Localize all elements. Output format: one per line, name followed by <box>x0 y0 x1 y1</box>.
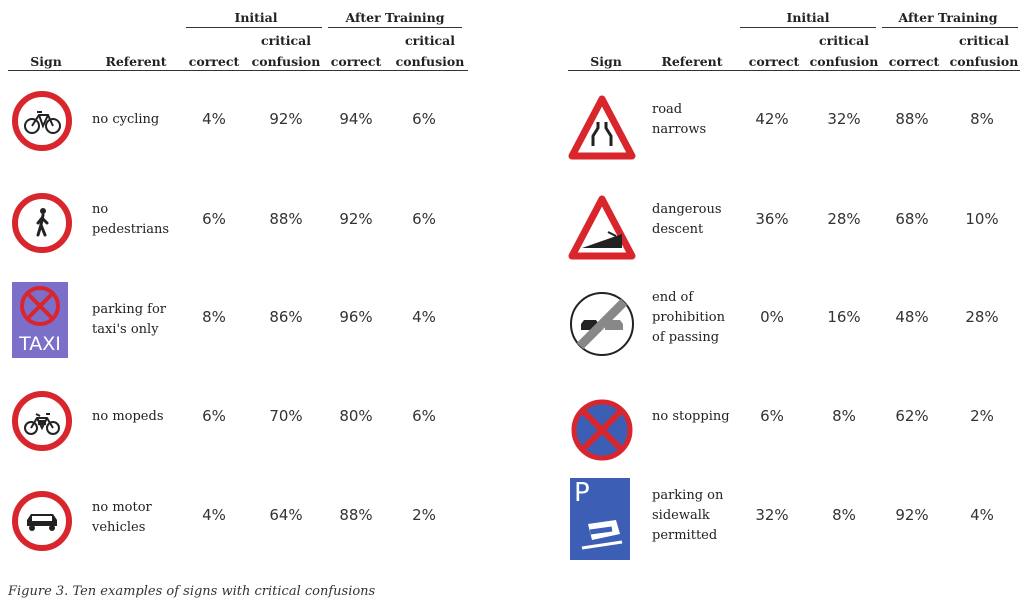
header-correct-after: correct <box>888 54 940 69</box>
initial-correct-value: 6% <box>760 407 784 425</box>
initial-confusion-value: 16% <box>827 308 861 326</box>
figure-caption: Figure 3. Ten examples of signs with critical confusions <box>8 584 376 599</box>
left-table <box>8 0 468 570</box>
header-critical-after: critical <box>959 33 1009 48</box>
after-correct-value: 92% <box>339 210 373 228</box>
after-correct-value: 88% <box>895 110 929 128</box>
header-critical-after: critical <box>405 33 455 48</box>
end-no-passing-sign-icon <box>568 290 636 358</box>
after-confusion-value: 2% <box>970 407 994 425</box>
header-confusion-initial: confusion <box>251 54 321 69</box>
initial-correct-value: 32% <box>755 506 789 524</box>
header-rule-after <box>328 27 462 28</box>
after-confusion-value: 4% <box>412 308 436 326</box>
header-correct-after: correct <box>330 54 382 69</box>
initial-confusion-value: 64% <box>269 506 303 524</box>
referent-text: no cycling <box>92 112 160 127</box>
referent-text: no pedestrians <box>92 202 170 237</box>
after-correct-value: 94% <box>339 110 373 128</box>
initial-confusion-value: 8% <box>832 407 856 425</box>
after-correct-value: 48% <box>895 308 929 326</box>
header-confusion-initial: confusion <box>809 54 879 69</box>
header-critical-initial: critical <box>819 33 869 48</box>
parking-sign-text: P <box>574 478 590 508</box>
initial-confusion-value: 8% <box>832 506 856 524</box>
initial-confusion-value: 86% <box>269 308 303 326</box>
header-referent: Referent <box>661 54 723 69</box>
header-correct-initial: correct <box>748 54 800 69</box>
initial-correct-value: 4% <box>202 506 226 524</box>
initial-correct-value: 36% <box>755 210 789 228</box>
after-confusion-value: 6% <box>412 110 436 128</box>
referent-text: parking for taxi's only <box>92 302 167 337</box>
header-rule-main <box>8 70 468 71</box>
header-rule-after <box>882 27 1018 28</box>
initial-correct-value: 6% <box>202 210 226 228</box>
header-confusion-after: confusion <box>395 54 465 69</box>
after-confusion-value: 10% <box>965 210 999 228</box>
referent-text: no motor vehicles <box>92 500 152 535</box>
header-rule-initial <box>740 27 876 28</box>
initial-confusion-value: 70% <box>269 407 303 425</box>
no-stopping-sign-icon <box>568 396 636 464</box>
initial-correct-value: 8% <box>202 308 226 326</box>
referent-text: end of prohibition of passing <box>652 290 725 345</box>
no-cycling-sign-icon <box>12 90 72 152</box>
initial-confusion-value: 92% <box>269 110 303 128</box>
after-correct-value: 96% <box>339 308 373 326</box>
initial-correct-value: 42% <box>755 110 789 128</box>
after-correct-value: 68% <box>895 210 929 228</box>
header-referent: Referent <box>105 54 167 69</box>
after-confusion-value: 4% <box>970 506 994 524</box>
referent-text: parking on sidewalk permitted <box>652 488 724 543</box>
header-after-training: After Training <box>345 10 445 25</box>
header-initial: Initial <box>234 10 278 25</box>
referent-text: no mopeds <box>92 409 164 424</box>
after-confusion-value: 8% <box>970 110 994 128</box>
dangerous-descent-sign-icon <box>568 194 636 256</box>
after-correct-value: 62% <box>895 407 929 425</box>
after-confusion-value: 6% <box>412 210 436 228</box>
no-motor-vehicles-sign-icon <box>12 490 72 552</box>
taxi-sign-text: TAXI <box>19 333 61 355</box>
referent-text: dangerous descent <box>652 202 722 237</box>
initial-confusion-value: 88% <box>269 210 303 228</box>
header-sign: Sign <box>590 54 622 69</box>
right-table <box>568 0 1024 570</box>
no-mopeds-sign-icon <box>12 390 72 452</box>
referent-text: road narrows <box>652 102 707 137</box>
initial-correct-value: 0% <box>760 308 784 326</box>
after-correct-value: 80% <box>339 407 373 425</box>
header-initial: Initial <box>786 10 830 25</box>
after-confusion-value: 6% <box>412 407 436 425</box>
road-narrows-sign-icon <box>568 94 636 156</box>
initial-confusion-value: 32% <box>827 110 861 128</box>
referent-text: no stopping <box>652 409 730 424</box>
header-after-training: After Training <box>898 10 998 25</box>
header-confusion-after: confusion <box>949 54 1019 69</box>
initial-correct-value: 6% <box>202 407 226 425</box>
after-confusion-value: 28% <box>965 308 999 326</box>
after-confusion-value: 2% <box>412 506 436 524</box>
header-critical-initial: critical <box>261 33 311 48</box>
header-rule-main <box>568 70 1020 71</box>
header-rule-initial <box>186 27 322 28</box>
taxi-parking-sign-icon <box>12 282 72 358</box>
no-pedestrians-sign-icon <box>12 192 72 254</box>
sidewalk-parking-sign-icon <box>570 478 630 560</box>
initial-confusion-value: 28% <box>827 210 861 228</box>
initial-correct-value: 4% <box>202 110 226 128</box>
header-correct-initial: correct <box>188 54 240 69</box>
header-sign: Sign <box>30 54 62 69</box>
after-correct-value: 92% <box>895 506 929 524</box>
after-correct-value: 88% <box>339 506 373 524</box>
